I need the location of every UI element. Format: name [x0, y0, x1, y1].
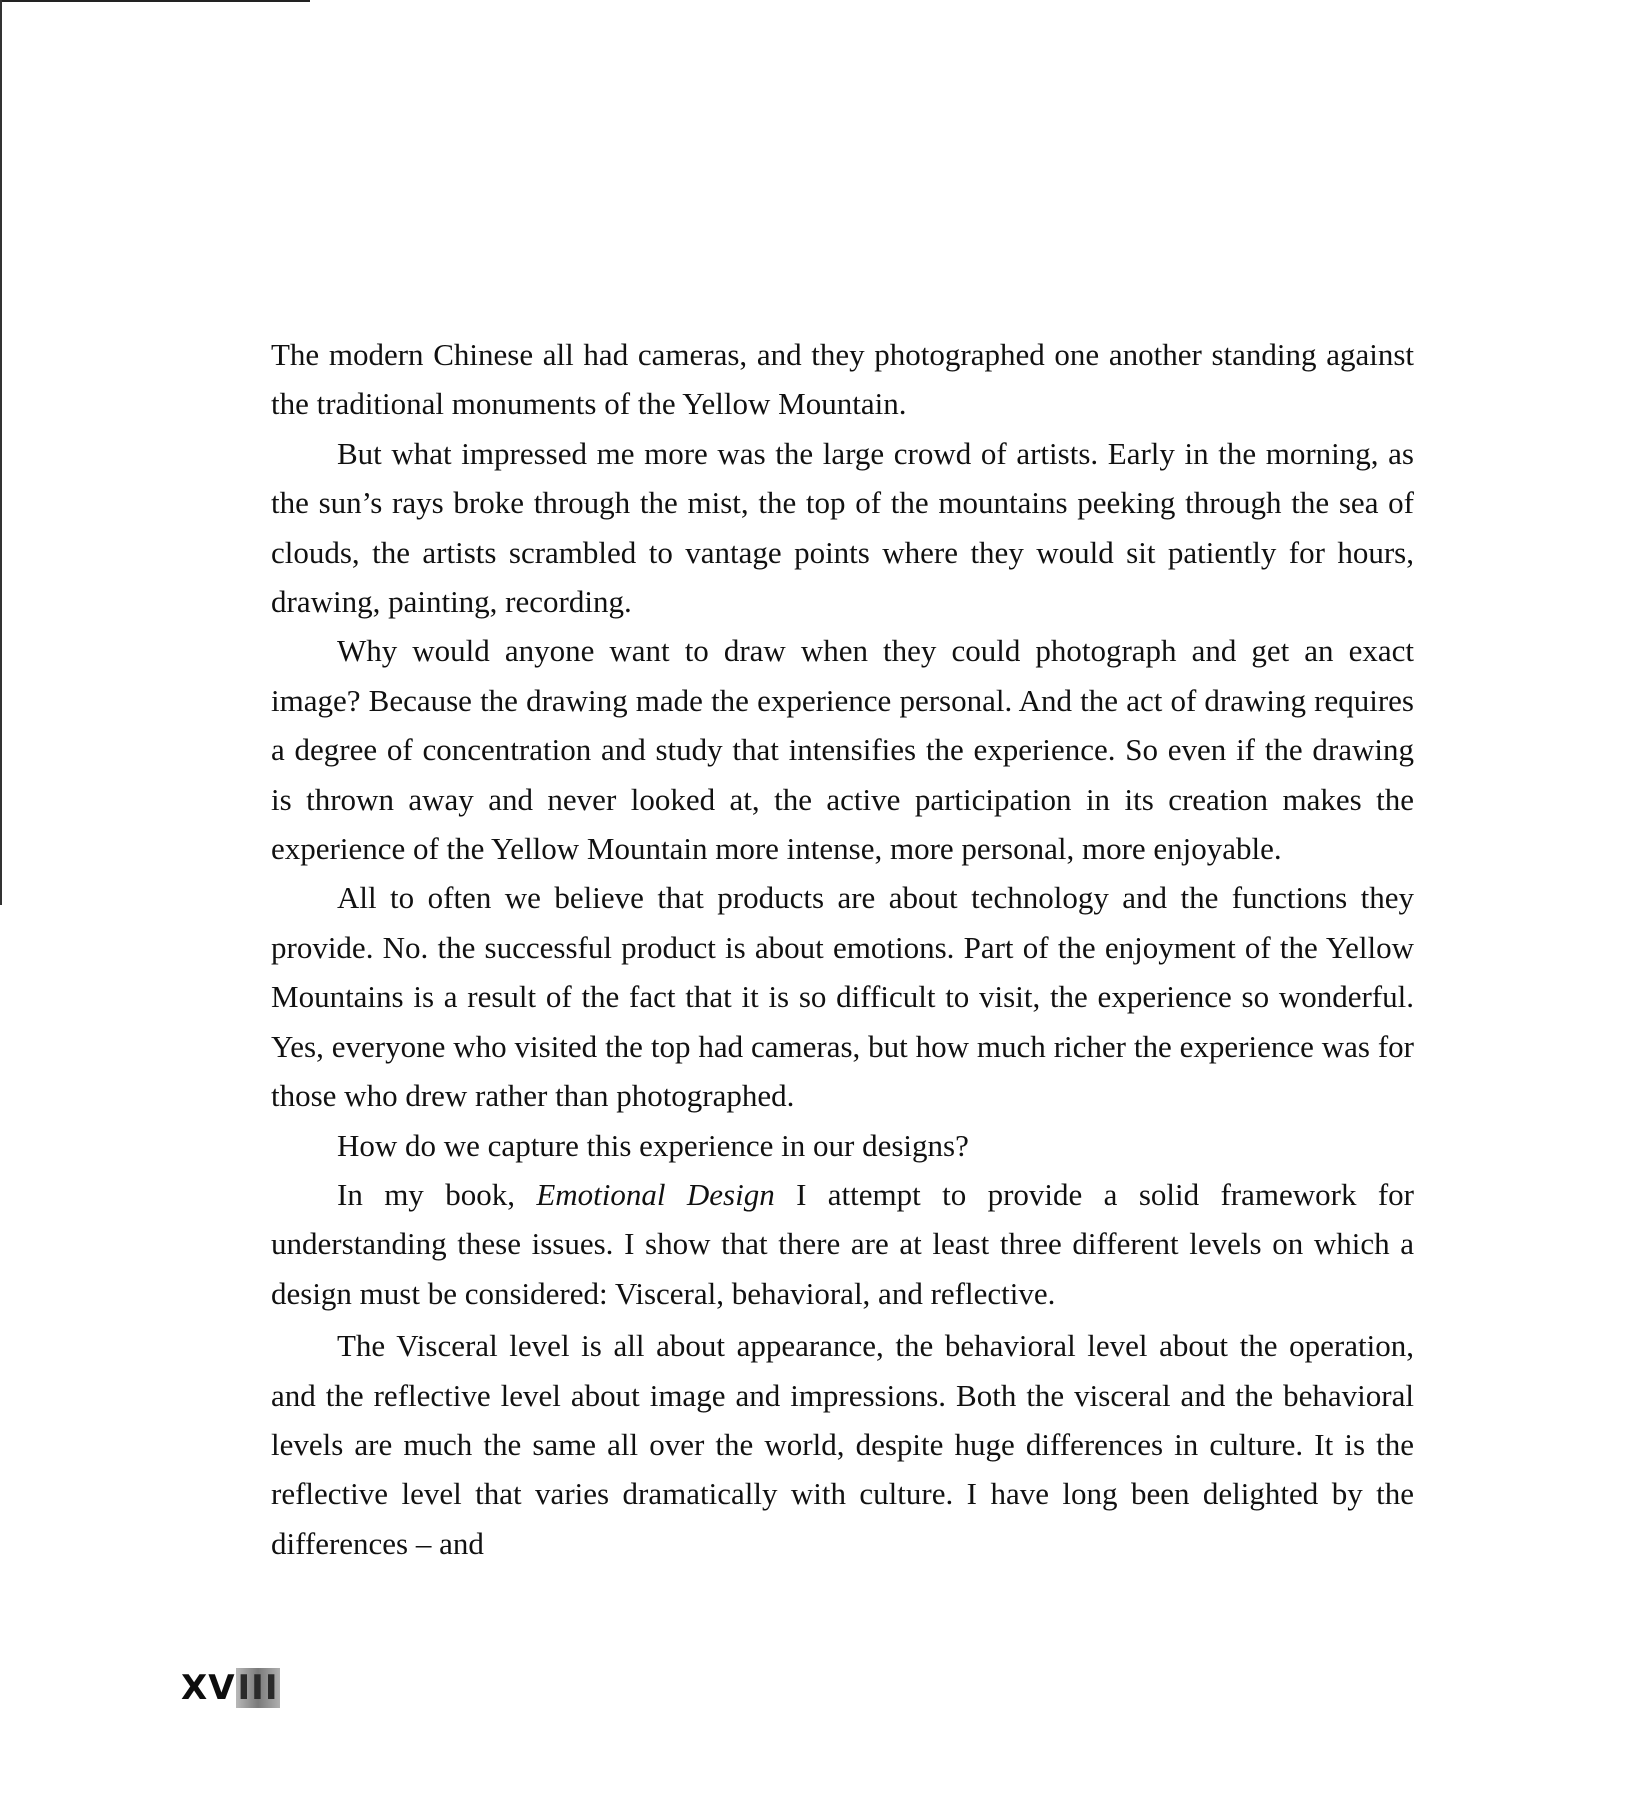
- paragraph-text: The Visceral level is all about appearance, the behavioral level about the operation, and the reflective level about image and impressions. Both the visceral and the behavioral levels are much the same all over the world, despite huge differences in culture. It is the reflective level that varies dramatically with culture. I have long been delighted by the differences – and: [271, 1328, 1414, 1561]
- paragraph: [271, 1321, 1414, 1568]
- paragraph-text: In my book,: [337, 1176, 537, 1212]
- book-title-italic: Emotional Design: [536, 1176, 775, 1212]
- page-number-prefix: XV: [181, 1668, 236, 1708]
- paragraph: [271, 873, 1414, 1120]
- paragraph: [271, 1121, 1414, 1170]
- paragraph-text: How do we capture this experience in our designs?: [337, 1127, 969, 1163]
- paragraph: [271, 330, 1414, 429]
- paragraph: [271, 429, 1414, 627]
- page-number: [181, 1664, 280, 1712]
- paragraph-text: The modern Chinese all had cameras, and they photographed one another standing against the traditional monuments of the Yellow Mountain.: [271, 337, 1414, 422]
- paragraph-text: I attempt to provide a solid framework for understanding these issues. I show that there are at least three different levels on which a design must be considered: Visceral, behavioral, and reflective.: [271, 1176, 1414, 1311]
- paragraph: [271, 1170, 1414, 1318]
- scan-edge-top: [0, 0, 310, 2]
- page-number-suffix: III: [237, 1668, 279, 1708]
- paragraph: [271, 626, 1414, 873]
- body-text: [271, 330, 1414, 1568]
- paragraph-text: All to often we believe that products are about technology and the functions they provide. No. the successful product is about emotions. Part of the enjoyment of the Yellow Mountains is a result of the fact that it is so difficult to visit, the experience so wonderful. Yes, everyone who visited the top had cameras, but how much richer the experience was for those who drew rather than photographed.: [271, 880, 1414, 1114]
- paragraph-text: But what impressed me more was the large crowd of artists. Early in the morning, as the sun’s rays broke through the mist, the top of the mountains peeking through the sea of clouds, the artists scrambled to vantage points where they would sit patiently for hours, drawing, painting, recording.: [271, 435, 1414, 620]
- paragraph-text: Why would anyone want to draw when they could photograph and get an exact image? Because the drawing made the experience personal. And the act of drawing requires a degree of concentration and study that intensifies the experience. So even if the drawing is thrown away and never looked at, the active participation in its creation makes the experience of the Yellow Mountain more intense, more personal, more enjoyable.: [271, 633, 1414, 867]
- scan-edge-left: [0, 0, 2, 905]
